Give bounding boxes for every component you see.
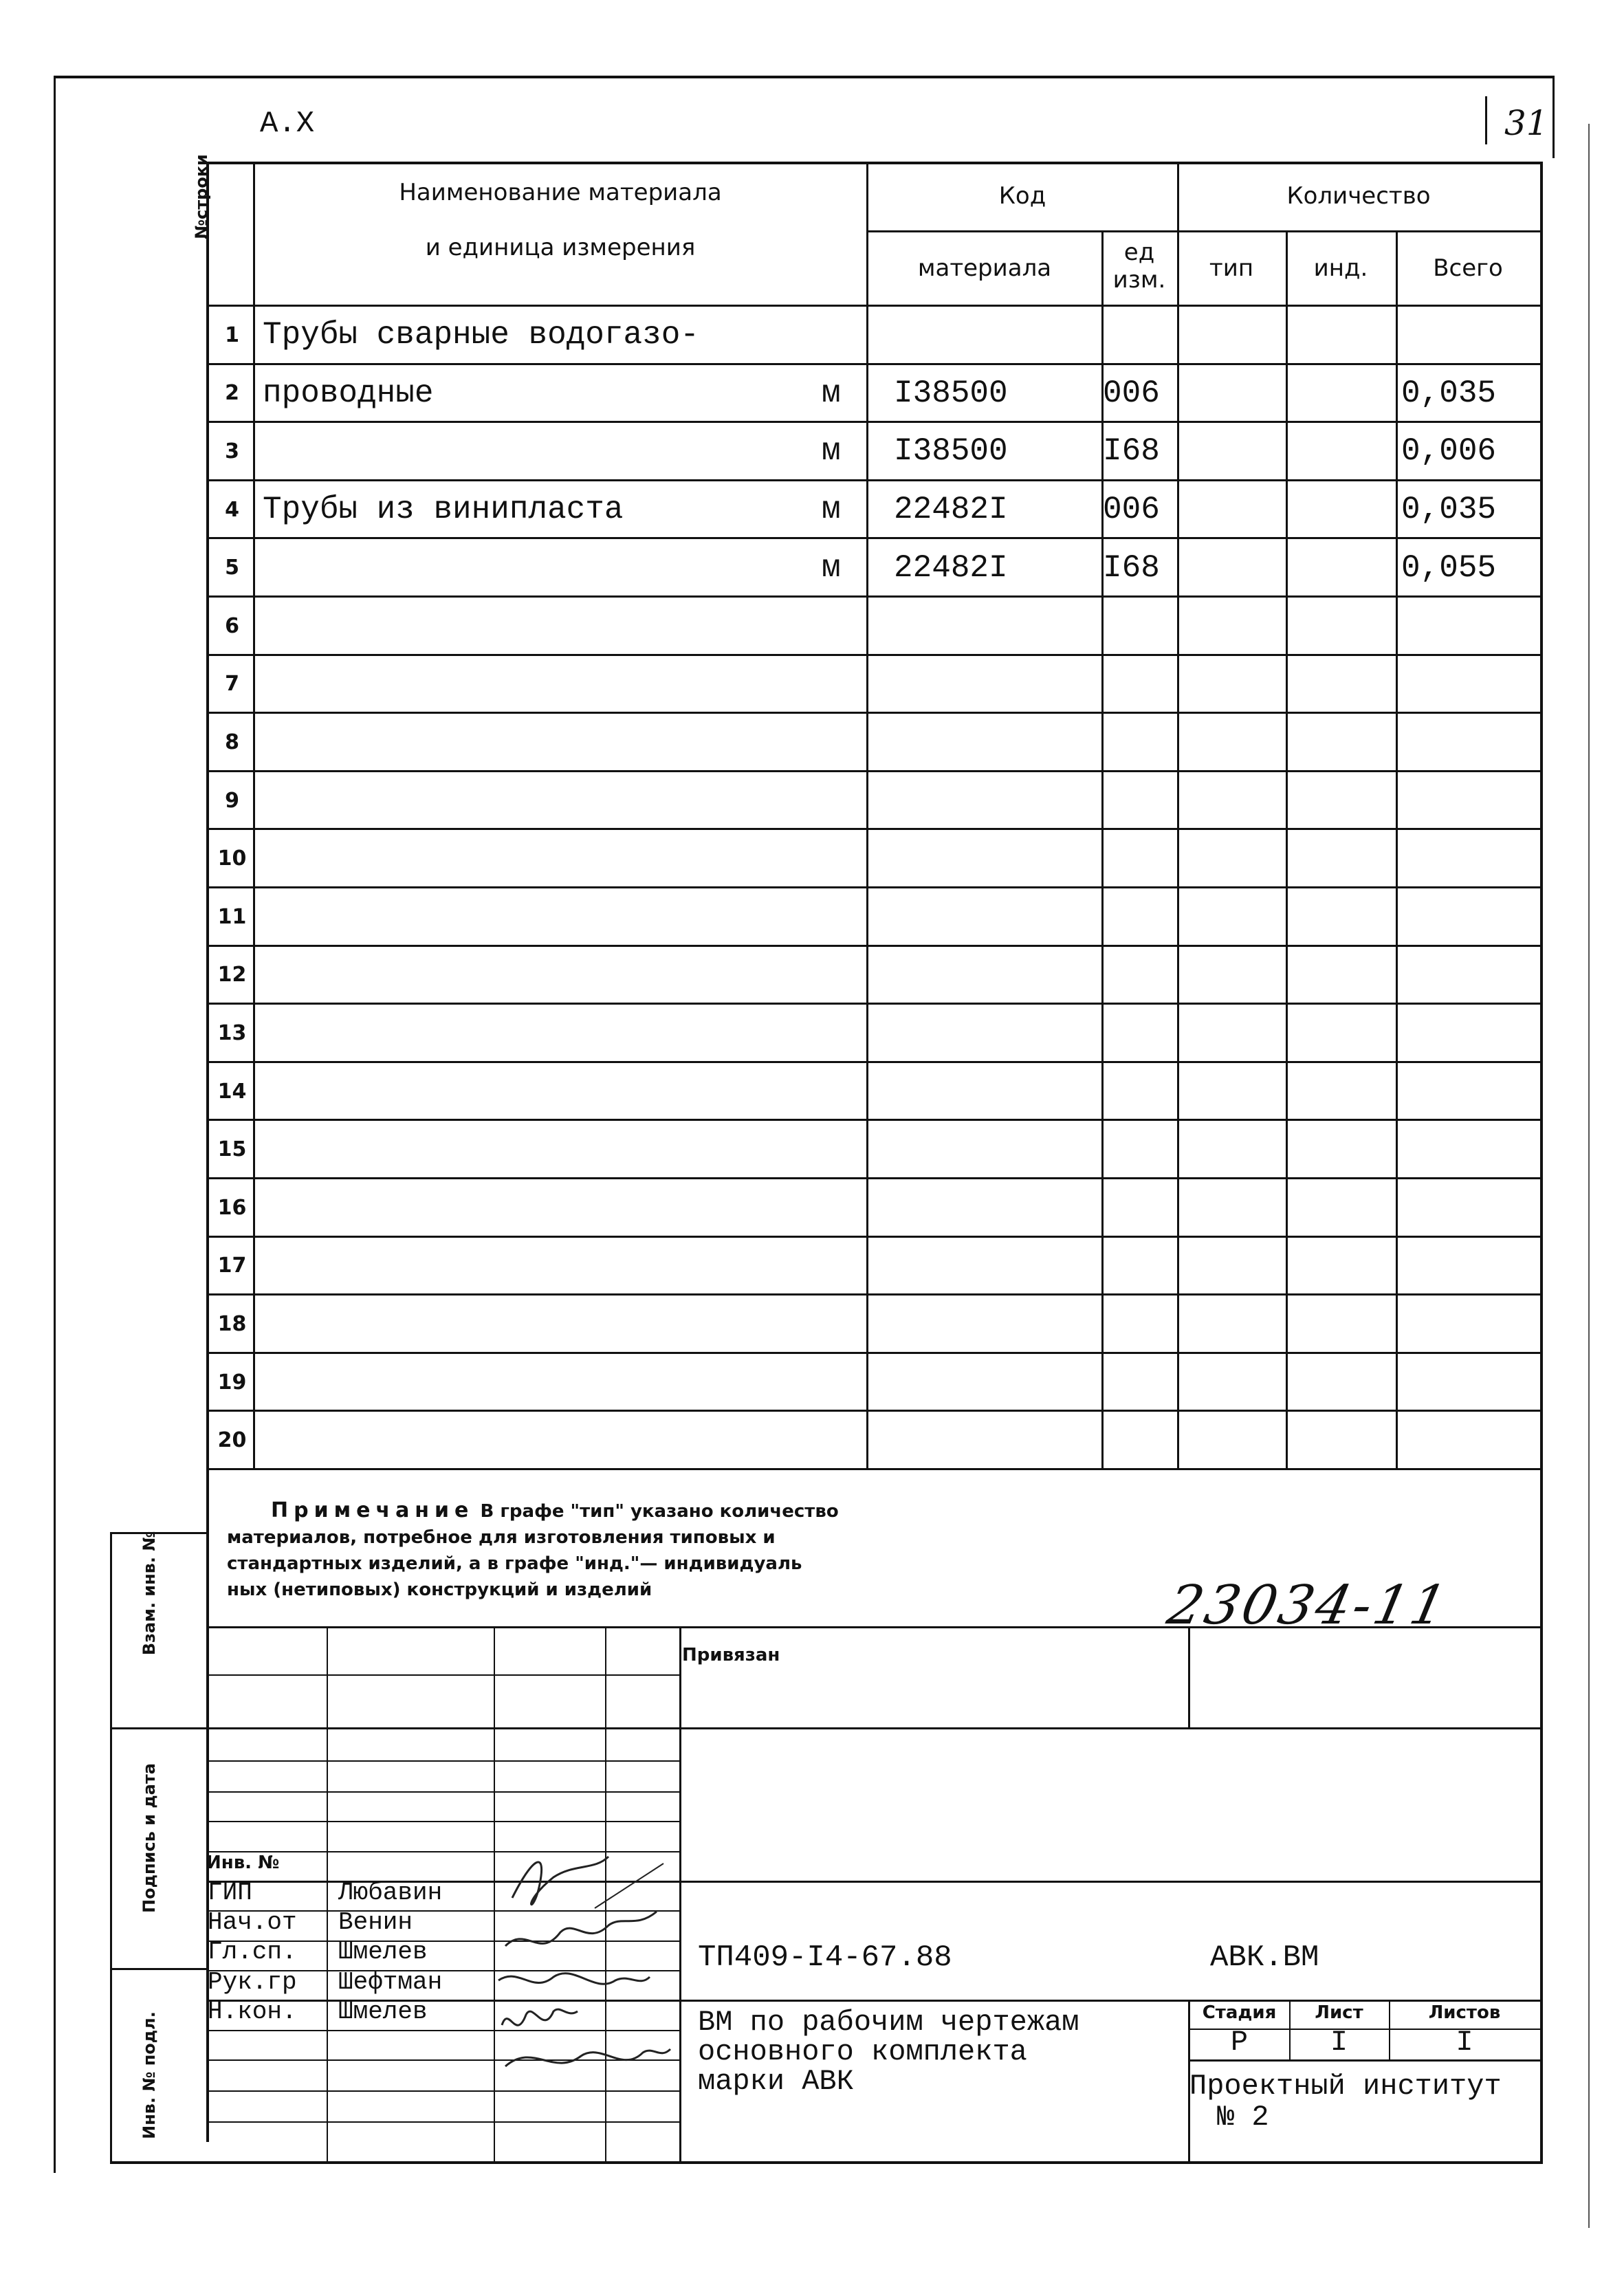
sheets-label: Листов [1428,2002,1501,2023]
signature-lyubavin-tail [595,1863,663,1908]
cell-mat [894,1411,1100,1469]
inv-no-label: Инв. № [206,1852,280,1873]
cell-unit [822,888,863,946]
stamp-bottom-line [110,2161,1543,2164]
cell-total [1401,1353,1539,1412]
cell-unit [822,772,863,830]
cell-ed [1103,772,1177,830]
signatory-name: Венин [338,1908,413,1936]
cell-name [263,1295,799,1353]
cell-mat [894,1004,1100,1062]
table-right-line [1540,162,1543,2163]
cell-tip [1177,888,1286,946]
cell-unit [822,306,863,364]
cell-tip [1177,1411,1286,1469]
cell-name [263,1120,799,1179]
cell-ind [1286,1179,1396,1237]
cell-ind [1286,481,1396,539]
note-text-line3: стандартных изделий, а в графе "инд."— индивидуаль [227,1553,802,1574]
cell-total [1401,1004,1539,1062]
cell-total [1401,1062,1539,1121]
qty-total-header: Всего [1433,254,1503,282]
cell-ed [1103,1120,1177,1179]
cell-ed [1103,597,1177,655]
cell-total [1401,1237,1539,1295]
cell-n: 7 [225,672,239,697]
cell-mat [894,597,1100,655]
signature-shmelev-2 [505,2049,670,2066]
cell-tip [1177,1120,1286,1179]
cell-mat [894,772,1100,830]
cell-unit: м [822,375,841,411]
stamp-line [206,1674,681,1676]
cell-total: 0,035 [1401,375,1497,411]
cell-unit [822,946,863,1005]
cell-unit [822,1411,863,1469]
cell-unit [822,1062,863,1121]
stamp-line [206,1727,1540,1729]
doc-code: ТП409-I4-67.88 [698,1940,952,1975]
cell-mat [894,1179,1100,1237]
cell-name [263,772,799,830]
cell-ind [1286,829,1396,888]
cell-tip [1177,1062,1286,1121]
sheets-value: I [1456,2026,1473,2059]
signatory-role: Рук.гр [208,1968,297,1996]
left-border [54,76,56,2173]
cell-mat [894,1237,1100,1295]
cell-mat: I38500 [894,375,1008,411]
cell-name [263,422,799,481]
cell-tip [1177,1353,1286,1412]
stamp-vertical [1188,1626,1190,1728]
stamp-line [206,1821,681,1822]
cell-ed [1103,655,1177,714]
cell-unit [822,655,863,714]
org-line2: № 2 [1217,2101,1269,2134]
doc-title-line3: марки АВК [698,2065,854,2098]
right-outer-line [1588,124,1590,2228]
cell-n: 10 [217,846,247,871]
cell-unit: м [822,433,841,470]
cell-unit [822,1353,863,1412]
cell-n: 20 [217,1428,247,1453]
note-text-line4: ных (нетиповых) конструкций и изделий [227,1579,652,1600]
page-number: 31 [1504,103,1548,143]
cell-total [1401,946,1539,1005]
note-title: Примечание [271,1498,474,1522]
cell-n: 9 [225,788,239,813]
cell-n: 14 [217,1079,247,1104]
cell-tip [1177,481,1286,539]
code-header: Код [998,182,1046,210]
cell-mat [894,1353,1100,1412]
cell-name [263,538,799,597]
binding-label: Привязан [682,1645,780,1665]
signatory-role: Н.кон. [208,1998,297,2026]
cell-total: 0,035 [1401,492,1497,528]
cell-tip [1177,538,1286,597]
cell-n: 8 [225,730,239,754]
signature-sheftman [502,2009,578,2025]
cell-unit [822,1004,863,1062]
cell-tip [1177,713,1286,772]
column-line [866,162,868,1469]
signatory-name: Шмелев [338,1938,428,1966]
qty-type-header: тип [1209,254,1254,282]
cell-ed [1103,1004,1177,1062]
cell-n: 2 [225,381,239,406]
cell-total [1401,1179,1539,1237]
handwritten-number: 23034-11 [1162,1575,1455,1637]
signature-venin [505,1912,657,1946]
signature-shmelev [498,1974,650,1985]
doc-title-line1: ВМ по рабочим чертежам [698,2006,1079,2039]
cell-ind [1286,306,1396,364]
cell-ed: 006 [1103,492,1160,528]
cell-name: Трубы из винипласта [263,492,624,528]
cell-n: 16 [217,1195,247,1220]
cell-ind [1286,1411,1396,1469]
stage-bottom-line [1188,2059,1540,2062]
cell-n: 4 [225,497,239,522]
cell-total [1401,888,1539,946]
org-line1: Проектный институт [1189,2070,1502,2103]
cell-mat [894,306,1100,364]
cell-ind [1286,655,1396,714]
cell-ind [1286,422,1396,481]
cell-n: 6 [225,613,239,638]
cell-mat: I38500 [894,433,1008,470]
name-header-line2: и единица измерения [425,234,696,261]
cell-unit [822,1295,863,1353]
signatory-row [208,1968,442,1996]
cell-tip [1177,422,1286,481]
doc-label: А.Х [260,107,315,141]
cell-name [263,946,799,1005]
stamp-vertical [679,1626,681,2161]
cell-ed [1103,1179,1177,1237]
cell-name [263,1062,799,1121]
cell-n: 19 [217,1370,247,1395]
cell-total [1401,306,1539,364]
quantity-header: Количество [1286,182,1431,210]
cell-ind [1286,772,1396,830]
cell-name [263,1237,799,1295]
cell-ind [1286,597,1396,655]
signatory-row [208,1908,413,1936]
table-top-line [206,162,1540,164]
cell-total: 0,055 [1401,549,1497,586]
cell-unit: м [822,549,841,586]
cell-tip [1177,364,1286,423]
cell-mat [894,655,1100,714]
doc-mark: АВК.ВМ [1210,1940,1319,1975]
cell-mat [894,1295,1100,1353]
cell-name [263,1353,799,1412]
signatory-role: Нач.от [208,1908,297,1936]
cell-ind [1286,364,1396,423]
side-label-inv-podl: Инв. № подл. [140,2011,159,2139]
cell-mat: 22482I [894,549,1008,586]
signatory-row [208,1938,428,1966]
signatory-role: ГИП [208,1879,252,1907]
cell-name [263,1179,799,1237]
cell-total [1401,713,1539,772]
cell-tip [1177,1295,1286,1353]
cell-n: 15 [217,1137,247,1162]
note-block [227,1498,839,1603]
code-unit-header-line1: ед [1123,239,1155,266]
cell-name: проводные [263,375,434,411]
cell-ind [1286,1353,1396,1412]
cell-tip [1177,829,1286,888]
code-unit-header-line2: изм. [1112,266,1166,294]
cell-n: 3 [225,439,239,463]
cell-tip [1177,655,1286,714]
cell-name [263,597,799,655]
cell-mat [894,829,1100,888]
cell-ed [1103,1237,1177,1295]
cell-ed [1103,829,1177,888]
cell-mat [894,713,1100,772]
cell-n: 5 [225,556,239,580]
cell-ind [1286,888,1396,946]
code-material-header: материала [917,254,1052,282]
cell-unit [822,829,863,888]
cell-total [1401,772,1539,830]
signatory-row [208,1879,442,1907]
side-label-podpis: Подпись и дата [140,1763,159,1913]
cell-name [263,713,799,772]
cell-mat [894,946,1100,1005]
cell-unit [822,1179,863,1237]
right-border [1552,76,1555,158]
cell-n: 11 [217,904,247,929]
stage-value: Р [1230,2026,1249,2059]
cell-unit [822,713,863,772]
cell-unit [822,597,863,655]
column-line [1396,230,1398,1469]
note-text-line1: В графе "тип" указано количество [480,1501,839,1522]
cell-ind [1286,1062,1396,1121]
cell-name [263,1004,799,1062]
cell-ind [1286,1120,1396,1179]
cell-tip [1177,1237,1286,1295]
sheet-value: I [1330,2026,1348,2059]
cell-unit [822,1120,863,1179]
cell-mat [894,888,1100,946]
cell-ind [1286,1295,1396,1353]
cell-ed [1103,713,1177,772]
cell-tip [1177,946,1286,1005]
cell-ed: I68 [1103,433,1160,470]
cell-total [1401,655,1539,714]
doc-title-line2: основного комплекта [698,2035,1027,2068]
cell-n: 18 [217,1311,247,1336]
cell-mat [894,1120,1100,1179]
cell-mat [894,1062,1100,1121]
cell-ind [1286,1237,1396,1295]
sheet-label: Лист [1315,2002,1363,2023]
row-number-header: №строки [192,154,211,239]
signatures [492,1843,670,2104]
signature-lyubavin [512,1857,608,1905]
cell-total: 0,006 [1401,433,1497,470]
top-border [54,76,1552,78]
cell-total [1401,1295,1539,1353]
cell-total [1401,829,1539,888]
cell-ed [1103,946,1177,1005]
cell-ind [1286,538,1396,597]
cell-n: 1 [225,322,239,347]
stamp-line [206,2121,681,2123]
cell-tip [1177,772,1286,830]
signatory-name: Шмелев [338,1998,428,2026]
cell-unit: м [822,492,841,528]
cell-name [263,829,799,888]
stamp-line [206,1791,681,1793]
cell-name [263,655,799,714]
cell-ind [1286,713,1396,772]
cell-ed [1103,1295,1177,1353]
name-header-line1: Наименование материала [399,179,722,206]
cell-ed [1103,1353,1177,1412]
cell-ind [1286,1004,1396,1062]
cell-tip [1177,1179,1286,1237]
cell-ed: 006 [1103,375,1160,411]
side-label-zam-inv: Взам. инв. № [140,1531,159,1656]
signatory-name: Шефтман [338,1968,443,1996]
cell-ed [1103,1062,1177,1121]
cell-n: 13 [217,1020,247,1045]
cell-tip [1177,1004,1286,1062]
signatory-role: Гл.сп. [208,1938,297,1966]
cell-total [1401,1120,1539,1179]
cell-ind [1286,946,1396,1005]
cell-name [263,888,799,946]
cell-total [1401,1411,1539,1469]
stage-label: Стадия [1202,2002,1277,2023]
cell-ed [1103,306,1177,364]
side-left-line [110,1532,112,2161]
cell-tip [1177,306,1286,364]
cell-mat: 22482I [894,492,1008,528]
cell-ed [1103,888,1177,946]
cell-unit [822,1237,863,1295]
qty-ind-header: инд. [1313,254,1368,282]
cell-n: 12 [217,963,247,987]
signatory-name: Любавин [338,1879,443,1907]
cell-n: 17 [217,1254,247,1278]
cell-tip [1177,597,1286,655]
stamp-line [206,1760,681,1762]
table-left-line [206,162,209,2142]
cell-ed [1103,1411,1177,1469]
cell-name: Трубы сварные водогазо- [263,317,699,353]
signatory-row [208,1998,428,2026]
cell-total [1401,597,1539,655]
cell-name [263,1411,799,1469]
page-number-divider [1485,96,1487,144]
cell-ed: I68 [1103,549,1160,586]
note-line1 [227,1498,839,1524]
note-text-line2: материалов, потребное для изготовления типовых и [227,1527,776,1548]
